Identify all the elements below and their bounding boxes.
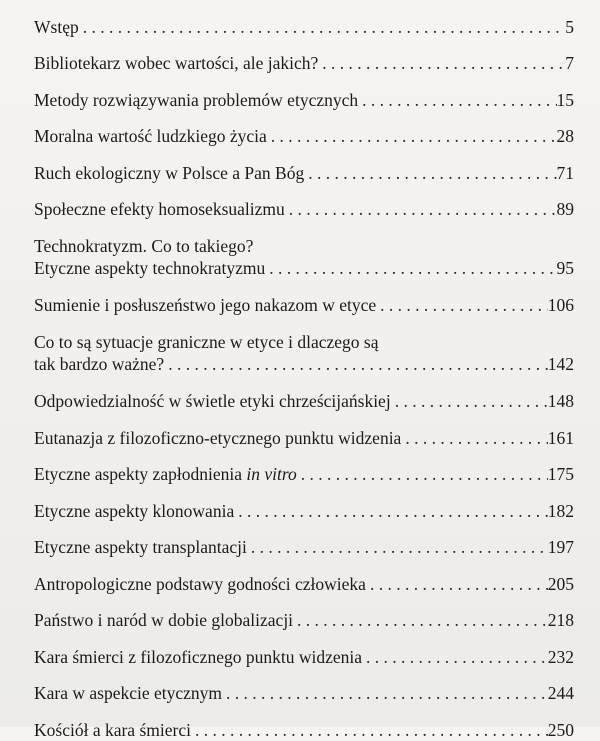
- toc-title: Kara śmierci z filozoficznego punktu widzenia: [34, 647, 362, 667]
- dot-leader: [222, 682, 548, 704]
- toc-page-number: 28: [556, 126, 574, 146]
- toc-entry: [34, 573, 574, 595]
- dot-leader: [191, 719, 548, 741]
- toc-line: [34, 125, 574, 147]
- toc-title: tak bardzo ważne?: [34, 354, 165, 374]
- toc-line: [34, 682, 574, 704]
- toc-entry: [34, 646, 574, 668]
- toc-entry: [34, 198, 574, 220]
- toc-title: Państwo i naród w dobie globalizacji: [34, 610, 294, 630]
- dot-leader: [79, 16, 566, 38]
- dot-leader: [304, 162, 556, 184]
- dot-leader: [265, 257, 556, 279]
- dot-leader: [247, 536, 548, 558]
- toc-entry: [34, 331, 574, 375]
- toc-title: [34, 463, 297, 485]
- toc-title: Społeczne efekty homoseksualizmu: [34, 199, 285, 219]
- toc-entry: [34, 390, 574, 412]
- toc-line-first: [34, 331, 574, 353]
- toc-page-number: 250: [547, 720, 574, 740]
- toc-entry: [34, 125, 574, 147]
- toc-page-number: 5: [565, 17, 574, 37]
- toc-page-number: 148: [547, 391, 574, 411]
- toc-page-number: 205: [547, 574, 574, 594]
- toc-title-italic: in vitro: [246, 464, 297, 484]
- toc-title: Metody rozwiązywania problemów etycznych: [34, 90, 359, 110]
- toc-entry: [34, 719, 574, 741]
- toc-line: [34, 257, 574, 279]
- toc-line-first: [34, 235, 574, 257]
- dot-leader: [376, 294, 548, 316]
- toc-page-number: 175: [547, 464, 574, 484]
- toc-entry: [34, 235, 574, 279]
- toc-title: Kościół a kara śmierci: [34, 720, 191, 740]
- toc-line: [34, 500, 574, 522]
- dot-leader: [297, 463, 548, 485]
- dot-leader: [285, 198, 557, 220]
- toc-page-number: 182: [547, 501, 574, 521]
- dot-leader: [358, 89, 556, 111]
- toc-title-text: Etyczne aspekty zapłodnienia: [34, 464, 242, 484]
- table-of-contents: [34, 8, 574, 740]
- toc-line: [34, 427, 574, 449]
- toc-line: [34, 463, 574, 485]
- toc-title: Sumienie i posłuszeństwo jego nakazom w etyce: [34, 295, 377, 315]
- dot-leader: [234, 500, 548, 522]
- toc-entry: [34, 682, 574, 704]
- toc-line: [34, 16, 574, 38]
- toc-line: [34, 609, 574, 631]
- toc-entry: [34, 463, 574, 485]
- toc-title: Etyczne aspekty transplantacji: [34, 537, 247, 557]
- toc-line: [34, 390, 574, 412]
- toc-page-number: 161: [547, 428, 574, 448]
- dot-leader: [401, 427, 547, 449]
- toc-page-number: 218: [547, 610, 574, 630]
- toc-entry: [34, 536, 574, 558]
- toc-line: [34, 353, 574, 375]
- toc-line: [34, 162, 574, 184]
- toc-title-line1: Co to są sytuacje graniczne w etyce i dlaczego są: [34, 332, 379, 352]
- toc-title: Kara w aspekcie etycznym: [34, 683, 223, 703]
- toc-page-number: 232: [547, 647, 574, 667]
- dot-leader: [293, 609, 548, 631]
- toc-entry: [34, 16, 574, 38]
- toc-title-line1: Technokratyzm. Co to takiego?: [34, 236, 254, 256]
- toc-entry: [34, 89, 574, 111]
- dot-leader: [318, 52, 565, 74]
- toc-title: Eutanazja z filozoficzno-etycznego punktu widzenia: [34, 428, 402, 448]
- toc-line: [34, 198, 574, 220]
- dot-leader: [391, 390, 548, 412]
- toc-page-number: 197: [547, 537, 574, 557]
- toc-title: Etyczne aspekty klonowania: [34, 501, 235, 521]
- toc-page-number: 142: [547, 354, 574, 374]
- toc-entry: [34, 500, 574, 522]
- toc-page-number: 106: [547, 295, 574, 315]
- toc-entry: [34, 52, 574, 74]
- toc-title: Antropologiczne podstawy godności człowieka: [34, 574, 366, 594]
- dot-leader: [164, 353, 548, 375]
- toc-title: Etyczne aspekty technokratyzmu: [34, 258, 266, 278]
- toc-line: [34, 646, 574, 668]
- toc-title: Odpowiedzialność w świetle etyki chrześcijańskiej: [34, 391, 391, 411]
- toc-title: Wstęp: [34, 17, 79, 37]
- toc-page-number: 7: [565, 53, 574, 73]
- toc-title: Moralna wartość ludzkiego życia: [34, 126, 267, 146]
- toc-page-number: 15: [556, 90, 574, 110]
- toc-title: Ruch ekologiczny w Polsce a Pan Bóg: [34, 163, 305, 183]
- toc-entry: [34, 294, 574, 316]
- toc-page-number: 95: [556, 258, 574, 278]
- toc-entry: [34, 427, 574, 449]
- dot-leader: [267, 125, 557, 147]
- toc-title: Bibliotekarz wobec wartości, ale jakich?: [34, 53, 319, 73]
- toc-page-number: 89: [556, 199, 574, 219]
- toc-entry: [34, 162, 574, 184]
- toc-line: [34, 536, 574, 558]
- toc-line: [34, 52, 574, 74]
- toc-line: [34, 719, 574, 741]
- toc-page-number: 244: [547, 683, 574, 703]
- dot-leader: [366, 573, 548, 595]
- dot-leader: [362, 646, 548, 668]
- toc-page-number: 71: [556, 163, 574, 183]
- toc-line: [34, 294, 574, 316]
- toc-line: [34, 573, 574, 595]
- toc-entry: [34, 609, 574, 631]
- toc-line: [34, 89, 574, 111]
